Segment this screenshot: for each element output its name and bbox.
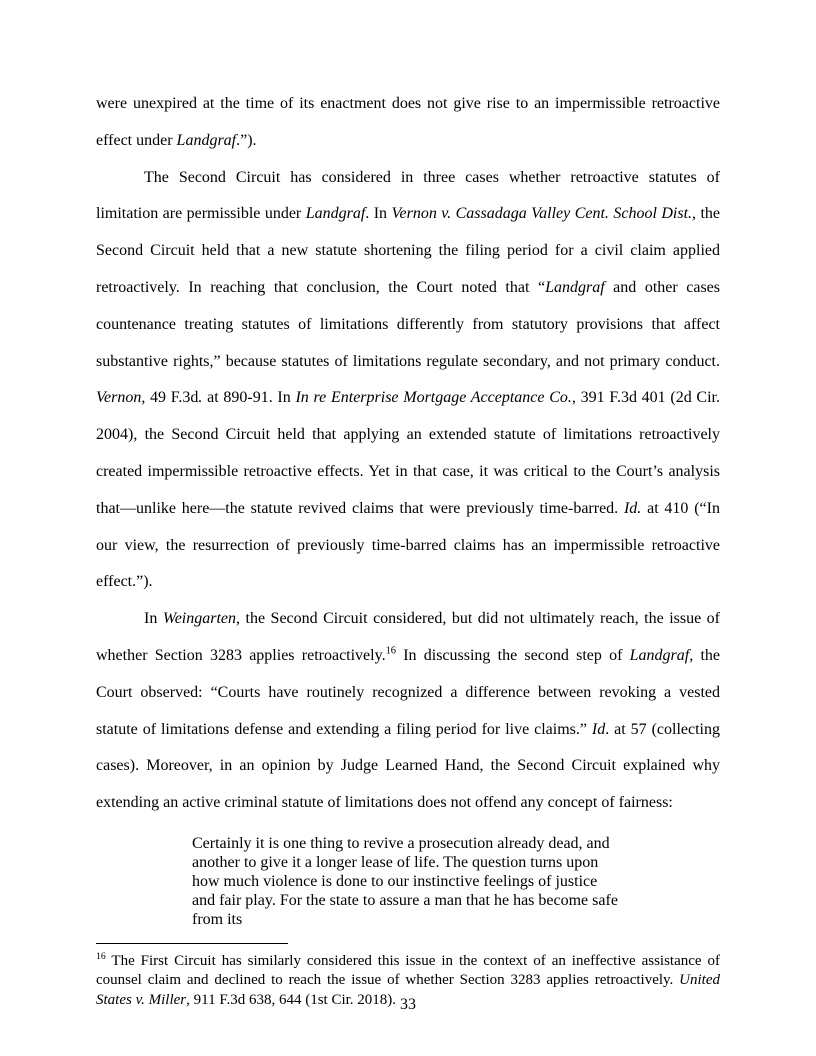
text-run: .”). (236, 131, 257, 149)
text-run: The First Circuit has similarly considered this issue in the context of an ineffective assistance of counsel claim and declined to reach the issue of whether Section 3283 applies retroactively. (96, 952, 720, 989)
italic-text-run: In re Enterprise Mortgage Acceptance Co. (295, 389, 572, 407)
text-run: and other cases countenance treating statutes of limitations differently from statutory provisions that affect substantive rights,” because statutes of limitations regulate secondary, and not primary conduct. (96, 278, 721, 370)
text-run: . at 57 (collecting cases). Moreover, in an opinion by Judge Learned Hand, the Second Circuit explained why extending an active criminal statute of limitations does not offend any concept of fairness: (96, 720, 721, 812)
footnote-separator (96, 943, 288, 944)
italic-text-run: Vernon v. Cassadaga Valley Cent. School Dist. (391, 205, 693, 223)
text-run: In (144, 610, 163, 628)
text-run: The Second Circuit has considered in three cases whether retroactive statutes of limitation are permissible under (96, 168, 720, 223)
italic-text-run: . (198, 389, 203, 407)
text-run: , 391 F.3d 401 (2d Cir. 2004), the Second Circuit held that applying an extended statute of limitations retroactively created impermissible retroactive effects. Yet in that case, it was critical to the Court’s analysis that—unlike here—the statute revived claims that were previously time-barred. (96, 389, 720, 517)
italic-text-run: Weingarten (162, 610, 237, 628)
body-paragraph (96, 86, 720, 160)
italic-text-run: Vernon (96, 389, 142, 407)
block-quote (192, 834, 624, 929)
text-run: Certainly it is one thing to revive a prosecution already dead, and another to give it a longer lease of life. The question turns upon how much violence is done to our instinctive feelings of justice and fair play. For the state to assure a man that he has become safe from its (192, 834, 618, 928)
italic-text-run: Landgraf (545, 278, 605, 296)
body-paragraph (96, 160, 720, 602)
text-run: , the Second Circuit considered, but did not ultimately reach, the issue of whether Section 3283 applies retroactively. (96, 610, 721, 664)
italic-text-run: United States v. Miller (96, 972, 720, 1008)
text-run: , the Court observed: “Courts have routinely recognized a difference between revoking a vested statute of limitations defense and extending a filing period for live claims.” (96, 646, 721, 738)
italic-text-run: Id (591, 720, 606, 738)
italic-text-run: Landgraf (629, 646, 690, 664)
text-run: , 49 F.3d (141, 389, 199, 407)
italic-text-run: Landgraf (305, 205, 366, 223)
footnote-marker: 16 (385, 645, 396, 657)
text-run: , 911 F.3d 638, 644 (1st Cir. 2018). (186, 991, 397, 1008)
italic-text-run: Landgraf (176, 131, 237, 149)
document-content (96, 86, 720, 929)
page-number: 33 (400, 996, 416, 1013)
text-run: , the Second Circuit held that a new statute shortening the filing period for a civil claim applied retroactively. In reaching that conclusion, the Court noted that “ (96, 205, 720, 296)
body-paragraph (96, 601, 720, 822)
text-run: at 410 (“In our view, the resurrection of previously time-barred claims has an impermissible retroactive effect.”). (96, 499, 720, 591)
text-run: were unexpired at the time of its enactment does not give rise to an impermissible retroactive effect under (96, 95, 720, 149)
footnote-marker: 16 (96, 950, 106, 962)
text-run: . In (365, 205, 392, 223)
text-run: In discussing the second step of (395, 646, 630, 664)
italic-text-run: Id. (623, 499, 642, 517)
text-run: at 890-91. In (202, 389, 296, 407)
